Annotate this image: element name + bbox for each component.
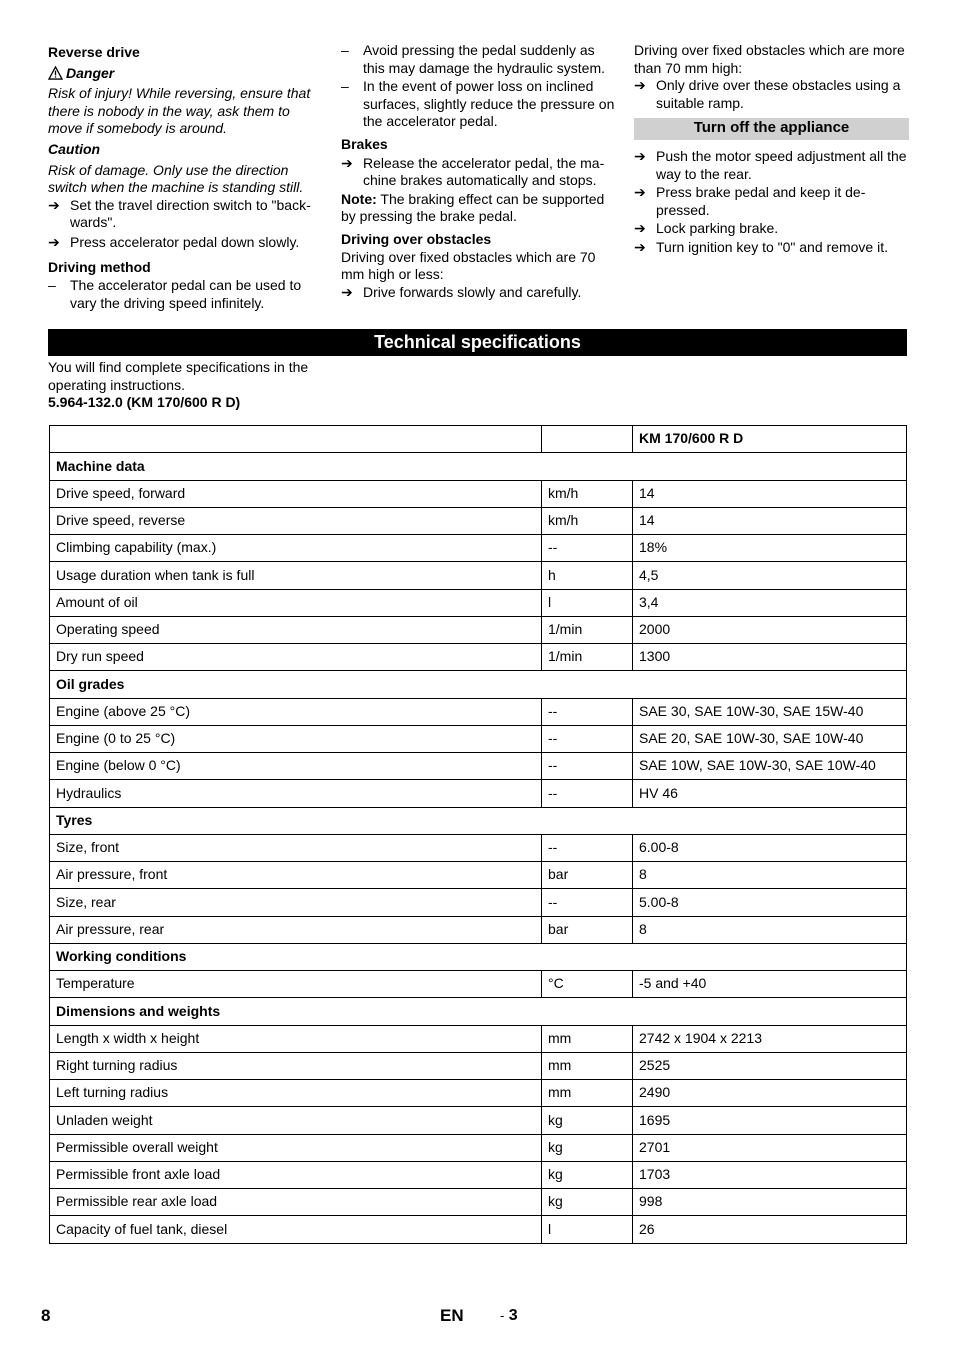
driving-method-heading: Driving method	[48, 258, 151, 275]
specifications-table	[49, 425, 907, 1244]
label-cell: Left turning radius	[50, 1080, 542, 1107]
group-heading-cell: Working conditions	[50, 943, 907, 970]
value-cell: SAE 10W, SAE 10W-30, SAE 10W-40	[633, 753, 907, 780]
value-cell: HV 46	[633, 780, 907, 807]
list-item: – In the event of power loss on inclined surfaces, slightly reduce the pressure on the accelerator pedal.	[341, 78, 615, 130]
unit-cell: mm	[542, 1052, 633, 1079]
list-item: – Avoid pressing the pedal suddenly as this may damage the hydraulic system.	[341, 42, 605, 76]
table-row	[50, 1134, 907, 1161]
table-row	[50, 971, 907, 998]
unit-cell: --	[542, 753, 633, 780]
value-cell: 2525	[633, 1052, 907, 1079]
header-label-cell	[50, 426, 542, 453]
value-cell: SAE 30, SAE 10W-30, SAE 15W-40	[633, 698, 907, 725]
turn-off-heading: Turn off the appliance	[634, 118, 909, 140]
unit-cell: --	[542, 725, 633, 752]
unit-cell: km/h	[542, 480, 633, 507]
header-model-cell: KM 170/600 R D	[633, 426, 907, 453]
language-code: EN	[440, 1306, 464, 1325]
label-cell: Unladen weight	[50, 1107, 542, 1134]
arrow-icon: ➔	[634, 77, 646, 94]
arrow-icon: ➔	[634, 220, 646, 237]
arrow-icon: ➔	[634, 147, 646, 164]
value-cell: 8	[633, 916, 907, 943]
unit-cell: kg	[542, 1107, 633, 1134]
label-cell: Engine (below 0 °C)	[50, 753, 542, 780]
label-cell: Temperature	[50, 971, 542, 998]
table-row	[50, 889, 907, 916]
technical-specifications-title: Technical specifications	[48, 329, 907, 356]
table-row	[50, 1189, 907, 1216]
spec-intro-text: You will find complete specifications in the operating instructions.	[48, 359, 309, 393]
label-cell: Size, front	[50, 834, 542, 861]
danger-label: Danger	[66, 64, 115, 81]
label-cell: Usage duration when tank is full	[50, 562, 542, 589]
sub-page-number: - 3	[500, 1307, 518, 1324]
value-cell: 4,5	[633, 562, 907, 589]
table-header-row	[50, 426, 907, 453]
label-cell: Drive speed, reverse	[50, 507, 542, 534]
table-row	[50, 644, 907, 671]
label-cell: Permissible front axle load	[50, 1161, 542, 1188]
danger-heading	[48, 65, 320, 83]
label-cell: Air pressure, front	[50, 862, 542, 889]
value-cell: 1300	[633, 644, 907, 671]
label-cell: Amount of oil	[50, 589, 542, 616]
value-cell: 8	[633, 862, 907, 889]
table-row	[50, 1025, 907, 1052]
table-group-row	[50, 807, 907, 834]
unit-cell: h	[542, 562, 633, 589]
column-right	[634, 42, 909, 257]
group-heading-cell: Tyres	[50, 807, 907, 834]
table-row	[50, 753, 907, 780]
unit-cell: km/h	[542, 507, 633, 534]
value-cell: 2742 x 1904 x 2213	[633, 1025, 907, 1052]
column-left	[48, 42, 320, 312]
table-row	[50, 589, 907, 616]
unit-cell: --	[542, 834, 633, 861]
value-cell: 3,4	[633, 589, 907, 616]
spec-model-number: 5.964-132.0 (KM 170/600 R D)	[48, 394, 241, 411]
value-cell: 18%	[633, 535, 907, 562]
table-row	[50, 916, 907, 943]
label-cell: Permissible rear axle load	[50, 1189, 542, 1216]
table-row	[50, 562, 907, 589]
unit-cell: kg	[542, 1134, 633, 1161]
group-heading-cell: Machine data	[50, 453, 907, 480]
value-cell: 14	[633, 507, 907, 534]
list-item: ➔ Release the accelerator pedal, the ma-chine brakes automatically and stops.	[341, 154, 605, 189]
page-number: 8	[41, 1306, 51, 1325]
table-group-row	[50, 453, 907, 480]
table-row	[50, 1161, 907, 1188]
value-cell: 1703	[633, 1161, 907, 1188]
value-cell: 2490	[633, 1080, 907, 1107]
list-item: ➔ Set the travel direction switch to "back-wards".	[48, 196, 311, 231]
reverse-drive-heading: Reverse drive	[48, 44, 140, 60]
list-item: ➔ Drive forwards slowly and carefully.	[341, 283, 582, 300]
value-cell: SAE 20, SAE 10W-30, SAE 10W-40	[633, 725, 907, 752]
arrow-icon: ➔	[341, 154, 353, 171]
table-row	[50, 480, 907, 507]
obstacles-heading: Driving over obstacles	[341, 230, 492, 247]
arrow-icon: ➔	[634, 238, 646, 255]
table-row	[50, 616, 907, 643]
label-cell: Climbing capability (max.)	[50, 535, 542, 562]
value-cell: 998	[633, 1189, 907, 1216]
header-unit-cell	[542, 426, 633, 453]
list-item: ➔ Press brake pedal and keep it de-pressed.	[634, 184, 866, 218]
value-cell: 14	[633, 480, 907, 507]
label-cell: Capacity of fuel tank, diesel	[50, 1216, 542, 1243]
obstacles-text: Driving over fixed obstacles which are 70 mm high or less:	[341, 248, 596, 283]
table-row	[50, 1080, 907, 1107]
spec-intro	[48, 359, 328, 412]
arrow-icon: ➔	[341, 283, 353, 300]
list-item: ➔ Turn ignition key to "0" and remove it.	[634, 238, 888, 255]
label-cell: Length x width x height	[50, 1025, 542, 1052]
table-group-row	[50, 671, 907, 698]
unit-cell: l	[542, 589, 633, 616]
list-item: ➔ Only drive over these obstacles using a suitable ramp.	[634, 77, 901, 111]
value-cell: 2701	[633, 1134, 907, 1161]
table-row	[50, 698, 907, 725]
table-row	[50, 1216, 907, 1243]
value-cell: 2000	[633, 616, 907, 643]
table-row	[50, 725, 907, 752]
value-cell: 5.00-8	[633, 889, 907, 916]
label-cell: Right turning radius	[50, 1052, 542, 1079]
note-paragraph	[341, 191, 616, 226]
note-label: Note:	[341, 190, 377, 207]
value-cell: 1695	[633, 1107, 907, 1134]
unit-cell: kg	[542, 1161, 633, 1188]
value-cell: 6.00-8	[633, 834, 907, 861]
note-text: The braking effect can be supported by pressing the brake pedal.	[341, 190, 605, 225]
label-cell: Permissible overall weight	[50, 1134, 542, 1161]
arrow-icon: ➔	[634, 184, 646, 201]
table-row	[50, 507, 907, 534]
label-cell: Engine (above 25 °C)	[50, 698, 542, 725]
label-cell: Operating speed	[50, 616, 542, 643]
brakes-heading: Brakes	[341, 135, 388, 152]
dash-bullet: –	[341, 42, 349, 58]
value-cell: -5 and +40	[633, 971, 907, 998]
list-item: ➔ Press accelerator pedal down slowly.	[48, 233, 300, 250]
value-cell: 26	[633, 1216, 907, 1243]
group-heading-cell: Dimensions and weights	[50, 998, 907, 1025]
table-group-row	[50, 998, 907, 1025]
dash-bullet: –	[48, 277, 56, 294]
table-row	[50, 1107, 907, 1134]
label-cell: Size, rear	[50, 889, 542, 916]
unit-cell: --	[542, 889, 633, 916]
list-item: ➔ Push the motor speed adjustment all the way to the rear.	[634, 147, 907, 182]
caution-text: Risk of damage. Only use the direction switch when the machine is standing still.	[48, 161, 304, 196]
arrow-icon: ➔	[48, 233, 60, 250]
table-group-row	[50, 943, 907, 970]
list-item: ➔ Lock parking brake.	[634, 220, 779, 237]
unit-cell: --	[542, 780, 633, 807]
caution-label: Caution	[48, 140, 101, 157]
warning-triangle-icon	[48, 66, 63, 80]
label-cell: Drive speed, forward	[50, 480, 542, 507]
unit-cell: kg	[542, 1189, 633, 1216]
group-heading-cell: Oil grades	[50, 671, 907, 698]
label-cell: Hydraulics	[50, 780, 542, 807]
table-row	[50, 780, 907, 807]
label-cell: Engine (0 to 25 °C)	[50, 725, 542, 752]
danger-text: Risk of injury! While reversing, ensure that there is nobody in the way, ask them to move if somebody is around.	[48, 85, 311, 137]
unit-cell: l	[542, 1216, 633, 1243]
unit-cell: mm	[542, 1025, 633, 1052]
unit-cell: 1/min	[542, 644, 633, 671]
arrow-icon: ➔	[48, 196, 60, 213]
unit-cell: °C	[542, 971, 633, 998]
unit-cell: 1/min	[542, 616, 633, 643]
label-cell: Air pressure, rear	[50, 916, 542, 943]
label-cell: Dry run speed	[50, 644, 542, 671]
unit-cell: bar	[542, 862, 633, 889]
table-row	[50, 834, 907, 861]
unit-cell: --	[542, 535, 633, 562]
list-item: – The accelerator pedal can be used to vary the driving speed infinitely.	[48, 277, 302, 311]
table-row	[50, 862, 907, 889]
fixed-obstacles-text: Driving over fixed obstacles which are more than 70 mm high:	[634, 42, 905, 76]
unit-cell: mm	[542, 1080, 633, 1107]
unit-cell: --	[542, 698, 633, 725]
unit-cell: bar	[542, 916, 633, 943]
column-middle	[341, 42, 616, 301]
table-row	[50, 535, 907, 562]
dash-bullet: –	[341, 78, 349, 95]
table-row	[50, 1052, 907, 1079]
